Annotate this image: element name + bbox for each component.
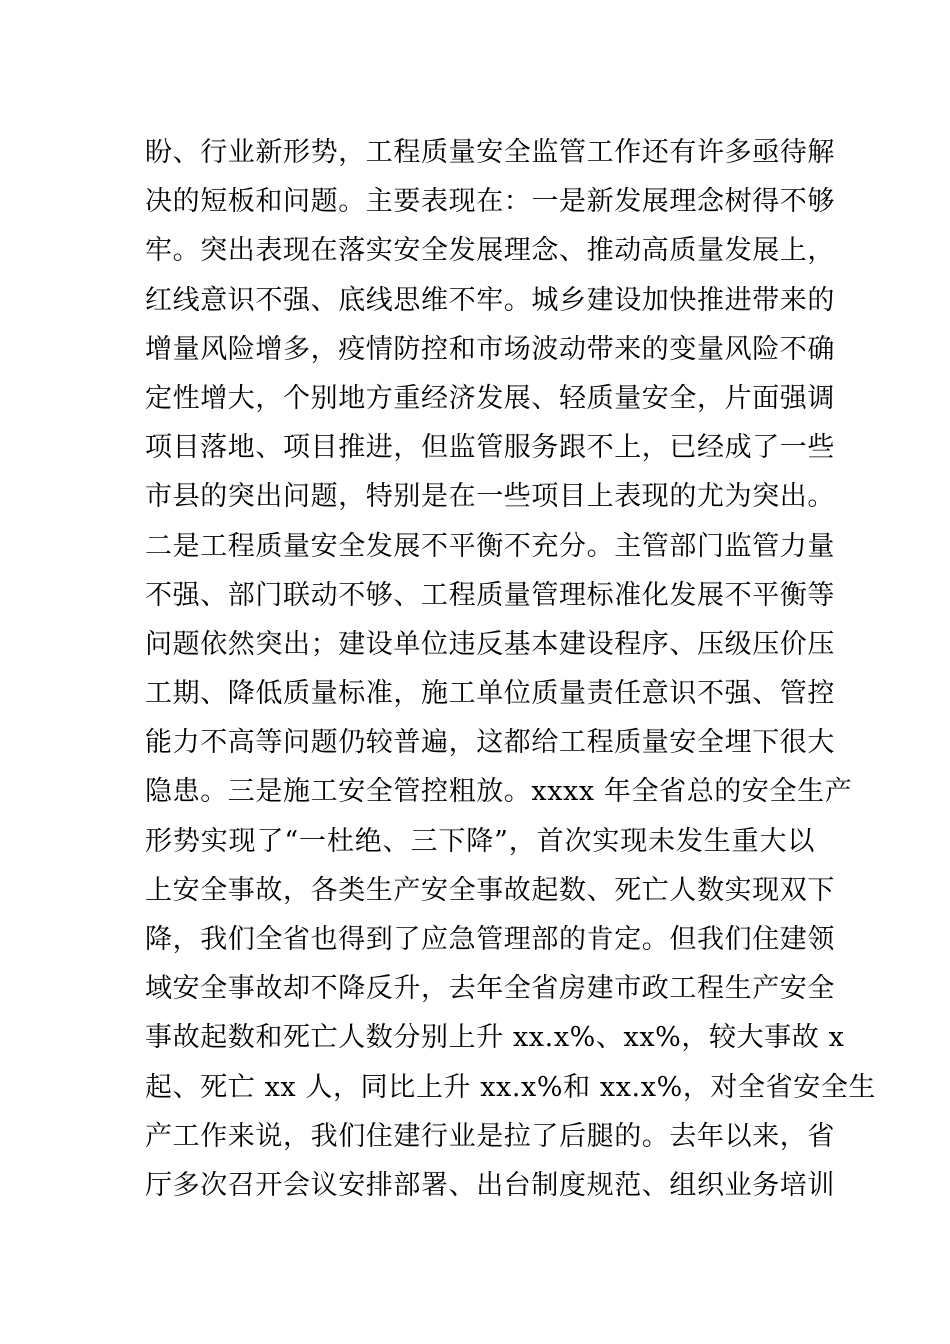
text-line-19: 事故起数和死亡人数分别上升 xx.x%、xx%，较大事故 x bbox=[145, 1022, 845, 1054]
text-line-14: 隐患。三是施工安全管控粗放。xxxx 年全省总的安全生产 bbox=[145, 776, 853, 808]
text-line-5: 增量风险增多，疫情防控和市场波动带来的变量风险不确 bbox=[145, 333, 835, 365]
text-line-4: 红线意识不强、底线思维不牢。城乡建设加快推进带来的 bbox=[145, 284, 835, 316]
text-line-15: 形势实现了“一杜绝、三下降”，首次实现未发生重大以 bbox=[145, 825, 815, 857]
text-line-18: 域安全事故却不降反升，去年全省房建市政工程生产安全 bbox=[145, 973, 835, 1005]
text-line-22: 厅多次召开会议安排部署、出台制度规范、组织业务培训 bbox=[145, 1169, 835, 1201]
body-paragraph bbox=[145, 128, 877, 1210]
text-line-8: 市县的突出问题，特别是在一些项目上表现的尤为突出。 bbox=[145, 481, 835, 513]
text-line-3: 牢。突出表现在落实安全发展理念、推动高质量发展上， bbox=[145, 235, 835, 267]
text-line-11: 问题依然突出；建设单位违反基本建设程序、压级压价压 bbox=[145, 628, 835, 660]
text-line-12: 工期、降低质量标准，施工单位质量责任意识不强、管控 bbox=[145, 678, 835, 710]
text-line-17: 降，我们全省也得到了应急管理部的肯定。但我们住建领 bbox=[145, 924, 835, 955]
text-line-9: 二是工程质量安全发展不平衡不充分。主管部门监管力量 bbox=[145, 530, 835, 562]
text-line-10: 不强、部门联动不够、工程质量管理标准化发展不平衡等 bbox=[145, 579, 835, 611]
text-line-13: 能力不高等问题仍较普遍，这都给工程质量安全埋下很大 bbox=[145, 727, 835, 759]
text-line-6: 定性增大，个别地方重经济发展、轻质量安全，片面强调 bbox=[145, 382, 835, 414]
text-line-1: 盼、行业新形势，工程质量安全监管工作还有许多亟待解 bbox=[145, 137, 835, 168]
text-line-16: 上安全事故，各类生产安全事故起数、死亡人数实现双下 bbox=[145, 874, 835, 906]
text-line-20: 起、死亡 xx 人，同比上升 xx.x%和 xx.x%，对全省安全生 bbox=[145, 1071, 877, 1103]
text-line-21: 产工作来说，我们住建行业是拉了后腿的。去年以来，省 bbox=[145, 1120, 835, 1152]
text-line-2: 决的短板和问题。主要表现在：一是新发展理念树得不够 bbox=[145, 186, 835, 218]
text-line-7: 项目落地、项目推进，但监管服务跟不上，已经成了一些 bbox=[145, 432, 835, 464]
